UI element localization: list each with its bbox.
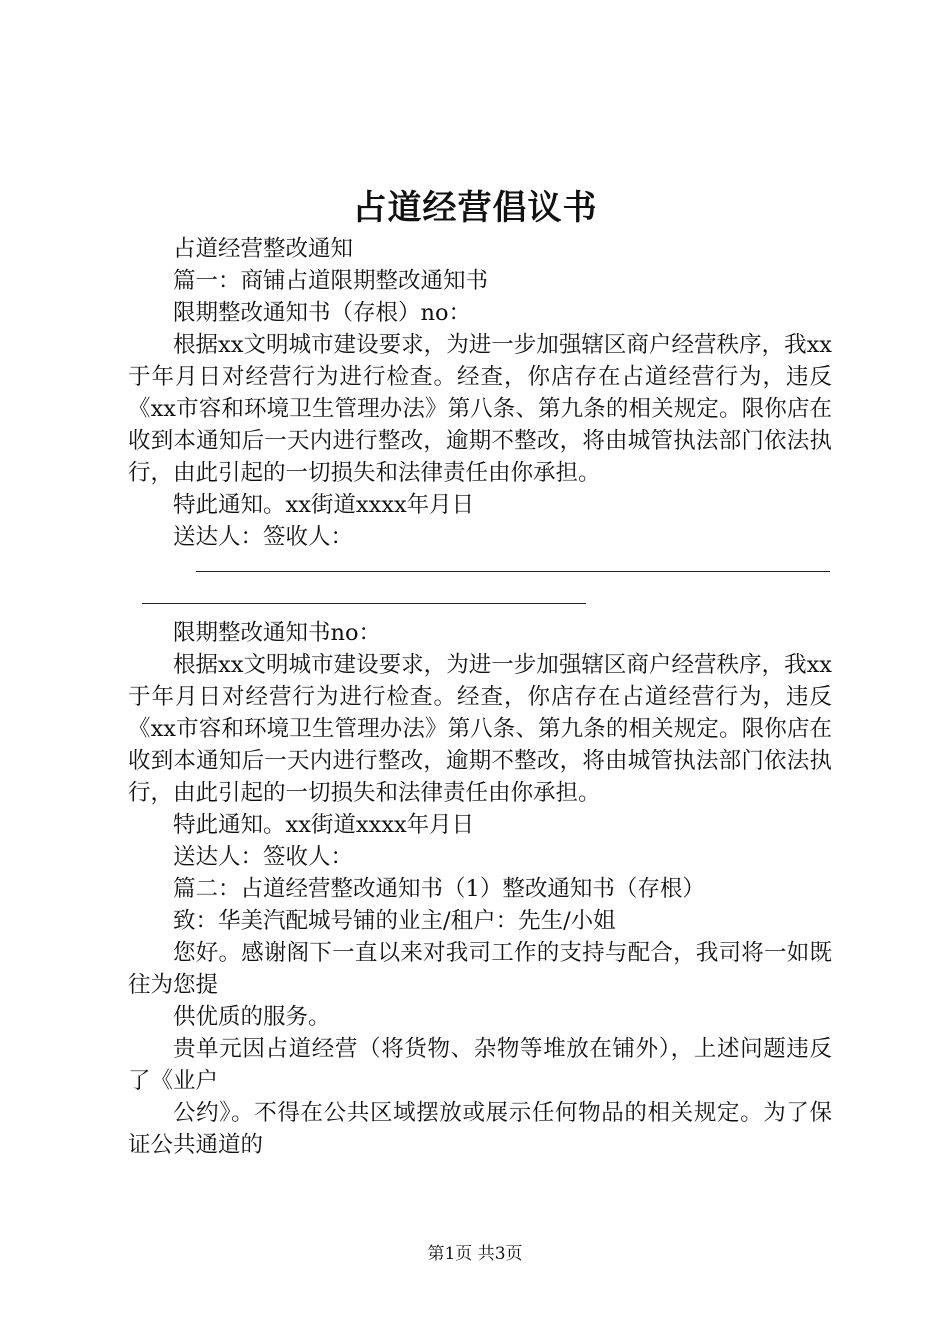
paragraph-signatures: 送达人：签收人： bbox=[173, 524, 354, 550]
cut-line-segment bbox=[196, 571, 830, 572]
paragraph-notice-title: 限期整改通知书no： bbox=[173, 620, 382, 646]
cut-line bbox=[128, 553, 832, 585]
paragraph-rule: 公约》。不得在公共区域摆放或展示任何物品的相关规定。为了保证公共通道的 bbox=[128, 1100, 832, 1158]
paragraph-recipient: 致：华美汽配城号铺的业主/租户：先生/小姐 bbox=[173, 908, 616, 934]
paragraph-greeting: 您好。感谢阁下一直以来对我司工作的支持与配合，我司将一如既往为您提 bbox=[128, 940, 832, 998]
cut-line-continued bbox=[128, 585, 832, 617]
paragraph-notice-body-copy: 根据xx文明城市建设要求，为进一步加强辖区商户经营秩序，我xx于年月日对经营行为进行检查。经查，你店存在占道经营行为，违反《xx市容和环境卫生管理办法》第八条、第九条的相关规定。限你店在收到本通知后一天内进行整改，逾期不整改，将由城管执法部门依法执行，由此引起的一切损失和法律责任由你承担。 bbox=[128, 652, 832, 806]
paragraph-notice-close: 特此通知。xx街道xxxx年月日 bbox=[173, 492, 475, 518]
paragraph-service: 供优质的服务。 bbox=[173, 1004, 331, 1030]
page-number-footer: 第1页 共3页 bbox=[427, 1244, 523, 1264]
paragraph-violation: 贵单元因占道经营（将货物、杂物等堆放在铺外），上述问题违反了《业户 bbox=[128, 1036, 832, 1094]
paragraph-stub-title: 限期整改通知书（存根）no： bbox=[173, 300, 472, 326]
document-title: 占道经营倡议书 bbox=[352, 188, 598, 228]
cut-line-segment bbox=[142, 603, 586, 604]
paragraph-section-one: 篇一：商铺占道限期整改通知书 bbox=[173, 268, 489, 294]
paragraph-notice-close-copy: 特此通知。xx街道xxxx年月日 bbox=[173, 812, 475, 838]
paragraph-signatures-copy: 送达人：签收人： bbox=[173, 844, 354, 870]
paragraph-section-two: 篇二：占道经营整改通知书（1）整改通知书（存根） bbox=[173, 876, 705, 902]
paragraph-notice-body: 根据xx文明城市建设要求，为进一步加强辖区商户经营秩序，我xx于年月日对经营行为进行检查。经查，你店存在占道经营行为，违反《xx市容和环境卫生管理办法》第八条、第九条的相关规定。限你店在收到本通知后一天内进行整改，逾期不整改，将由城管执法部门依法执行，由此引起的一切损失和法律责任由你承担。 bbox=[128, 332, 832, 486]
document-body bbox=[128, 233, 832, 1161]
paragraph-heading: 占道经营整改通知 bbox=[173, 236, 354, 262]
